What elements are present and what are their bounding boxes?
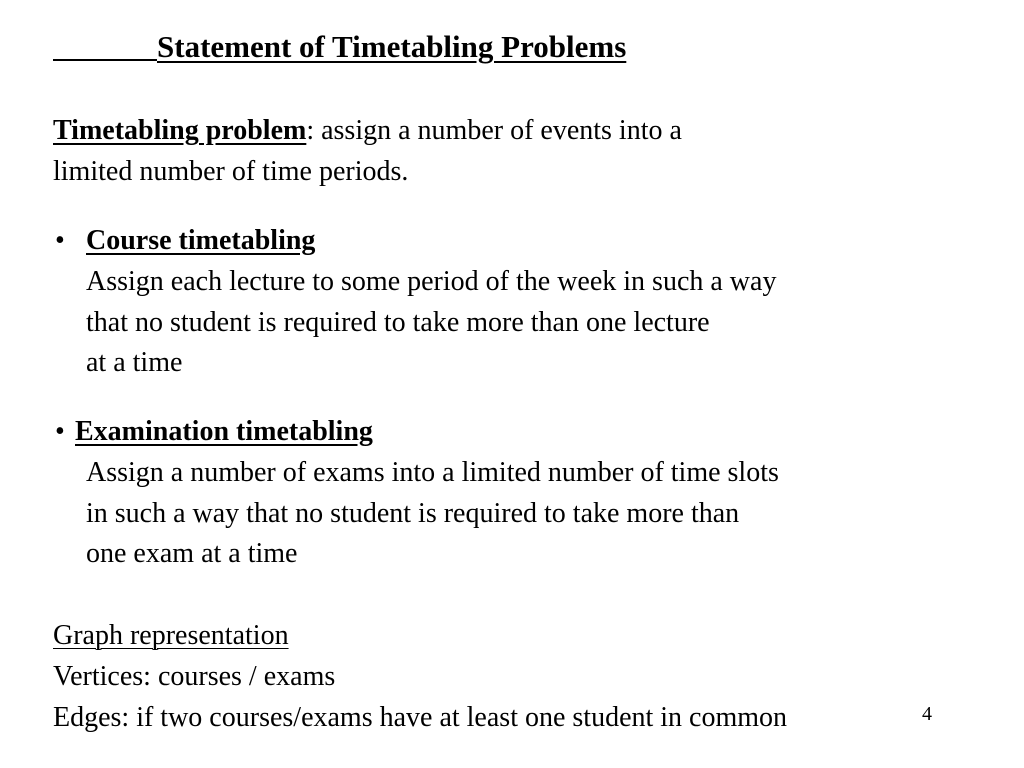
intro-line-2: limited number of time periods. [53, 156, 409, 187]
page-number: 4 [922, 703, 932, 725]
exam-line-1: Assign a number of exams into a limited number of time slots [86, 457, 779, 488]
exam-timetabling-heading: Examination timetabling [75, 416, 373, 447]
bullet-marker-exam: • [55, 416, 65, 447]
course-line-3: at a time [86, 347, 183, 378]
course-line-2: that no student is required to take more than one lecture [86, 307, 710, 338]
intro-term: Timetabling problem [53, 115, 307, 146]
course-line-1: Assign each lecture to some period of the week in such a way [86, 266, 777, 297]
exam-line-3: one exam at a time [86, 538, 298, 569]
graph-vertices: Vertices: courses / exams [53, 661, 336, 692]
slide-title [53, 29, 626, 65]
intro-line-1 [53, 115, 682, 147]
intro-rest: : assign a number of events into a [306, 115, 682, 146]
graph-edges: Edges: if two courses/exams have at least one student in common [53, 702, 788, 733]
exam-line-2: in such a way that no student is required to take more than [86, 498, 740, 529]
course-timetabling-heading: Course timetabling [86, 225, 316, 256]
graph-heading: Graph representation [53, 620, 289, 651]
bullet-marker-course: • [55, 225, 65, 256]
title-underline-lead [53, 29, 157, 61]
slide-title-text: Statement of Timetabling Problems [157, 29, 627, 64]
